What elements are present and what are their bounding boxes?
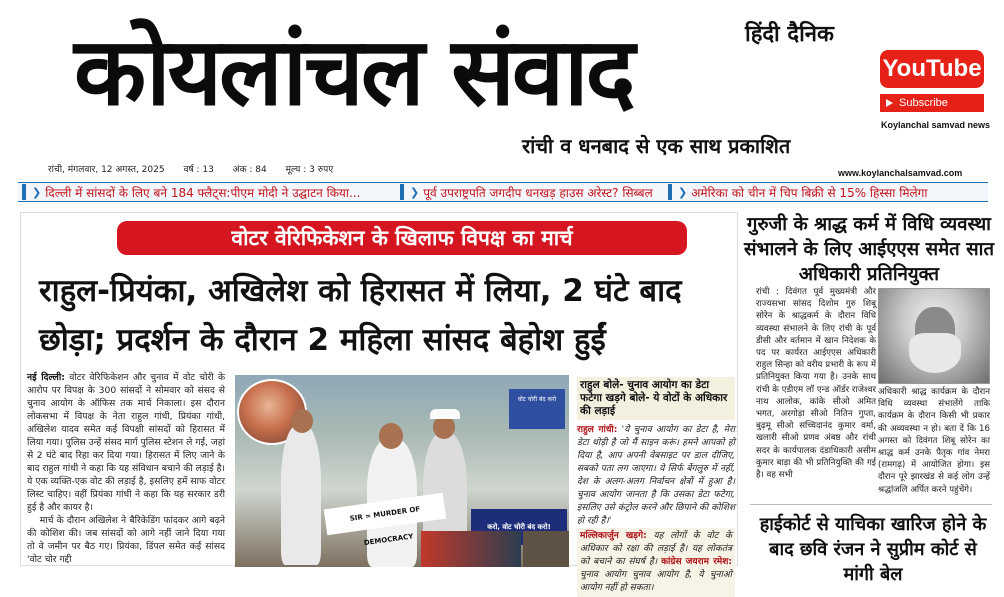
youtube-logo[interactable]: YouTube [880, 50, 984, 88]
website-link[interactable]: www.koylanchalsamvad.com [838, 168, 963, 178]
year: वर्ष : 13 [183, 165, 214, 175]
subscribe-label: Subscribe [899, 97, 948, 109]
side-headline[interactable]: गुरुजी के श्राद्ध कर्म में विधि व्यवस्था संभालने के लिए आईएएस समेत सात अधिकारी प्रतिनियुक्त [744, 214, 995, 285]
body-paragraph-1: वोटर वेरिफिकेशन और चुनाव में वोट चोरी के आरोप पर विपक्ष के 300 सांसदों ने सोमवार को संसद से चुनाव आयोग के ऑफिस तक मार्च निकाला। इस दौरान लोकसभा में विपक्ष के नेता राहुल गांधी, प्रियंका गांधी, अखिलेश यादव समेत कई विपक्षी सांसदों को हिरासत में लिया गया। पुलिस उन्हें संसद मार्ग पुलिस स्टेशन ले गई, जहां से 2 घंटे बाद रिहा कर दिया गया। हिरासत में लिए जाने के बाद राहुल गांधी ने कहा कि यह संविधान बचाने की लड़ाई है। ये एक व्यक्ति-एक वोट की लड़ाई है, इसलिए हमें साफ वोटर लिस्ट चाहिए। वहीं प्रियंका गांधी ने कहा कि यह सरकार डरी हुई है और कायर है। [27, 372, 226, 513]
main-story-body [27, 371, 225, 566]
youtube-channel-name: Koylanchal samvad news [881, 120, 991, 130]
paper-title-logo: कोयलांचल संवाद [74, 18, 633, 127]
person-figure [281, 425, 321, 565]
placard: SIR = MURDER OF DEMOCRACY [324, 493, 446, 535]
right-column [744, 212, 995, 585]
play-icon [886, 99, 893, 107]
quote-box [577, 377, 735, 597]
banner-sign: वोट चोरी बंद करो [509, 389, 565, 429]
cap [430, 409, 460, 419]
quote-text: 'ये चुनाव आयोग का डेटा है, मेरा डेटा थोड़ी है जो मैं साइन करूं। हमने आपको हो दिया है, आप अपनी वेबसाइट पर डाल दीजिए, सबको पता लग जाएगा। ये सिर्फ बेंगलुरु में नहीं, देश के अलग-अलग निर्वाचन क्षेत्रों में हुआ है। चुनाव आयोग जानता है कि उसका डेटा फटेगा, इसलिए उसे कंट्रोल करने और छिपाने की कोशिश हो रही है।' [577, 425, 735, 526]
main-story [20, 212, 738, 593]
portrait-photo [878, 288, 990, 384]
secondary-photo [523, 531, 569, 567]
main-headline[interactable]: राहुल-प्रियंका, अखिलेश को हिरासत में लिया, 2 घंटे बाद छोड़ा; प्रदर्शन के दौरान 2 महिला सांसद बेहोश हुईं [39, 273, 682, 358]
side-story-body-continued: अधिकारी श्राद्ध कार्यक्रम के दौरान विधि व्यवस्था संभालेंगे ताकि कार्यक्रम के दौरान किसी भी प्रकार की अव्यवस्था न हो। बता दें कि 16 अगस्त को दिवंगत शिबू सोरेन का श्राद्ध कर्म उनके पैतृक गांव नेमरा (रामगढ़) में आयोजित होगा। इस दौरान पूरे झारखंड से कई लोग उन्हें श्रद्धांजलि अर्पित करने पहुंचेंगे। [878, 387, 990, 495]
speaker-name: मल्लिकार्जुन खड़गे: [580, 531, 647, 541]
quote-subbox [577, 528, 735, 597]
ticker-item[interactable] [664, 182, 984, 202]
speaker-name: कांग्रेस जयराम रमेश: [661, 557, 733, 567]
secondary-photo [421, 531, 521, 567]
ticker-item[interactable] [18, 182, 396, 202]
youtube-subscribe-button[interactable] [880, 94, 984, 112]
tagline: रांची व धनबाद से एक साथ प्रकाशित [522, 134, 791, 158]
place-date: रांची, मंगलवार, 12 अगस्त, 2025 [48, 165, 165, 175]
paper-type: हिंदी दैनिक [745, 21, 834, 47]
story-kicker: वोटर वेरिफिकेशन के खिलाफ विपक्ष का मार्च [117, 221, 687, 255]
edition-meta [48, 162, 349, 175]
quote-box-heading: राहुल बोले- चुनाव आयोग का डेटा फटेगा खड़गे बोले- ये वोटों के अधिकार की लड़ाई [577, 377, 735, 420]
quote-text: यह लोगों के वोट के अधिकार को रक्षा की लड़ाई है। यह लोकतंत्र को बचाने का संघर्ष है। [580, 531, 732, 567]
ticker-text: दिल्ली में सांसदों के लिए बने 184 फ्लैट्स:पीएम मोदी ने उद्घाटन किया... [45, 185, 361, 200]
dateline: नई दिल्ली: [27, 372, 65, 383]
ticker-bar-icon [668, 184, 672, 200]
side-headline-2[interactable]: हाईकोर्ट से याचिका खारिज होने के बाद छवि रंजन ने सुप्रीम कोर्ट से मांगी बेल [759, 514, 987, 585]
quote-box-body [577, 424, 735, 597]
divider [750, 504, 992, 505]
person-head [379, 423, 403, 449]
quote-text: चुनाव आयोग चुनाव आयोग है, ये चुनाओ आयोग नहीं हो सकता। [580, 570, 732, 593]
chevron-right-icon: ❯ [32, 185, 42, 199]
banner: करो, वोट चोरी बंद करो! [471, 509, 567, 545]
person-head [291, 409, 313, 433]
ticker-text: पूर्व उपराष्ट्रपति जगदीप धनखड़ हाउस अरेस्ट? सिब्बल [423, 185, 653, 200]
ticker-text: अमेरिका को चीन में चिप बिक्री से 15% हिस्सा मिलेगा [691, 185, 928, 200]
portrait-beard [909, 333, 961, 373]
ticker-item[interactable] [396, 182, 664, 202]
youtube-badge[interactable] [880, 50, 990, 112]
chevron-right-icon: ❯ [678, 185, 688, 199]
speaker-name: राहुल गांधी: [577, 425, 618, 435]
body-paragraph-2: मार्च के दौरान अखिलेश ने बैरिकेडिंग फांदकर आगे बढ़ने की कोशिश की। जब सांसदों को आगे नहीं जाने दिया गया तो वे जमीन पर बैठ गए। प्रियंका, डिंपल समेत कई सांसद 'वोट चोर गद्दी [27, 515, 225, 565]
price: मूल्य : 3 रुपए [285, 165, 334, 175]
issue: अंक : 84 [232, 165, 267, 175]
chevron-right-icon: ❯ [410, 185, 420, 199]
ticker-bar-icon [22, 184, 26, 200]
side-story-body: रांची : दिवंगत पूर्व मुख्यमंत्री और राज्यसभा सांसद दिशोम गुरु शिबू सोरेन के श्राद्धकर्म के दौरान विधि व्यवस्था संभालने के लिए रांची के पूर्व डीसी और वर्तमान में खान निदेशक के पद पर कार्यरत आईएएस अधिकारी राहुल सिन्हा को वरीय प्रभारी के रूप में प्रतिनियुक्त किया गया है। उनके साथ रांची के एडीएम लॉ एन्ड ऑर्डर राजेश्वर नाथ आलोक, कांके सीओ अमित भगत, अरगोड़ा सीओ नितिन गुप्ता, बुढ़मू सीओ सच्चिदानंद कुमार वर्मा, खलारी सीओ प्रणव अंबष्ठ और रांची सदर के कार्यपालक दंडाधिकारी असीम कुमार बाड़ा की भी प्रतिनियुक्ति की गई है। वह सभी [756, 287, 876, 481]
news-ticker [18, 182, 988, 202]
masthead [0, 0, 1004, 178]
ticker-bar-icon [400, 184, 404, 200]
